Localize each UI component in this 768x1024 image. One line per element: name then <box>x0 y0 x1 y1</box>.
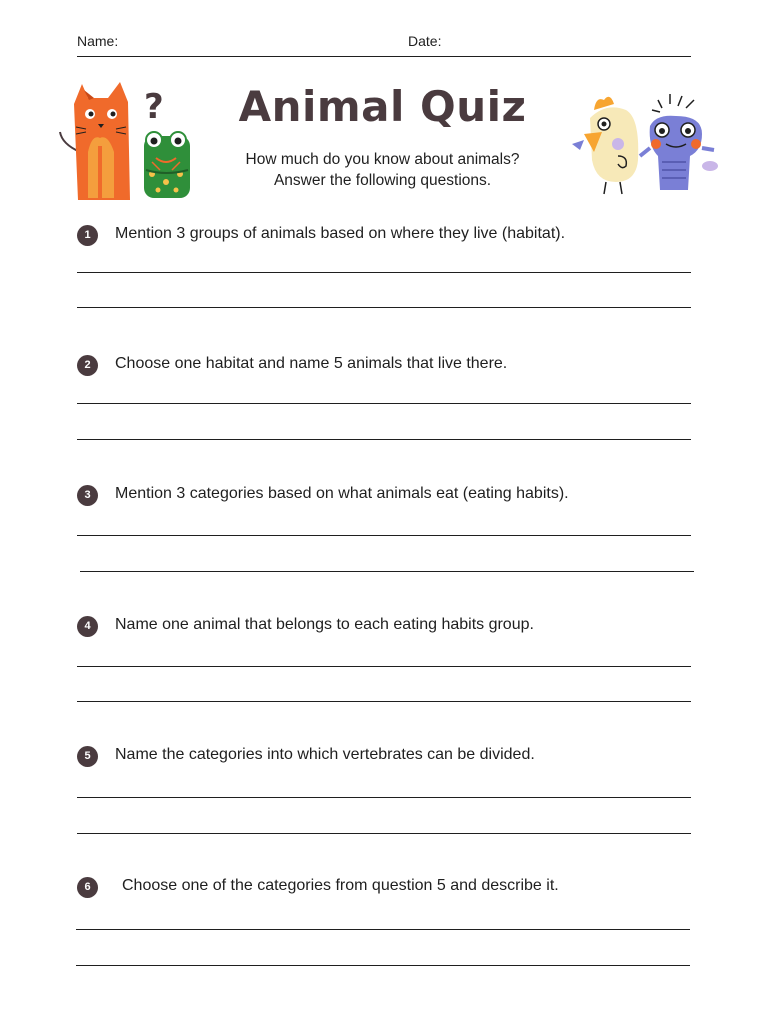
page-title: Animal Quiz <box>238 82 527 131</box>
question-number-badge: 6 <box>77 877 98 898</box>
cat-and-frog-illustration <box>56 74 198 202</box>
question-text: Mention 3 categories based on what animals eat (eating habits). <box>115 485 569 502</box>
question-2 <box>77 354 697 376</box>
answer-line[interactable] <box>77 403 691 404</box>
question-4 <box>77 615 697 637</box>
answer-line[interactable] <box>76 965 690 966</box>
answer-line[interactable] <box>77 833 691 834</box>
question-5 <box>77 745 697 767</box>
question-number-badge: 5 <box>77 746 98 767</box>
question-number-badge: 1 <box>77 225 98 246</box>
question-text: Mention 3 groups of animals based on where they live (habitat). <box>115 225 566 242</box>
question-1 <box>77 224 697 246</box>
name-label: Name: <box>77 33 119 49</box>
question-text: Choose one of the categories from question 5 and describe it. <box>122 877 559 894</box>
question-6 <box>77 876 697 898</box>
question-number-badge: 3 <box>77 485 98 506</box>
question-text: Name one animal that belongs to each eating habits group. <box>115 616 534 633</box>
answer-line[interactable] <box>77 797 691 798</box>
question-text: Name the categories into which vertebrates can be divided. <box>115 746 535 763</box>
answer-line[interactable] <box>80 571 694 572</box>
answer-line[interactable] <box>77 439 691 440</box>
answer-line[interactable] <box>76 929 690 930</box>
subtitle-line-2: Answer the following questions. <box>273 172 492 189</box>
answer-line[interactable] <box>77 272 691 273</box>
question-text: Choose one habitat and name 5 animals that live there. <box>115 355 508 372</box>
bird-and-bug-illustration <box>566 90 724 198</box>
date-label: Date: <box>408 33 442 49</box>
answer-line[interactable] <box>77 307 691 308</box>
subtitle <box>200 149 565 191</box>
question-mark-icon: ? <box>144 87 164 127</box>
name-date-line <box>77 56 691 57</box>
question-number-badge: 2 <box>77 355 98 376</box>
answer-line[interactable] <box>77 701 691 702</box>
answer-line[interactable] <box>77 535 691 536</box>
subtitle-line-1: How much do you know about animals? <box>245 151 520 168</box>
question-3 <box>77 484 697 506</box>
question-number-badge: 4 <box>77 616 98 637</box>
answer-line[interactable] <box>77 666 691 667</box>
